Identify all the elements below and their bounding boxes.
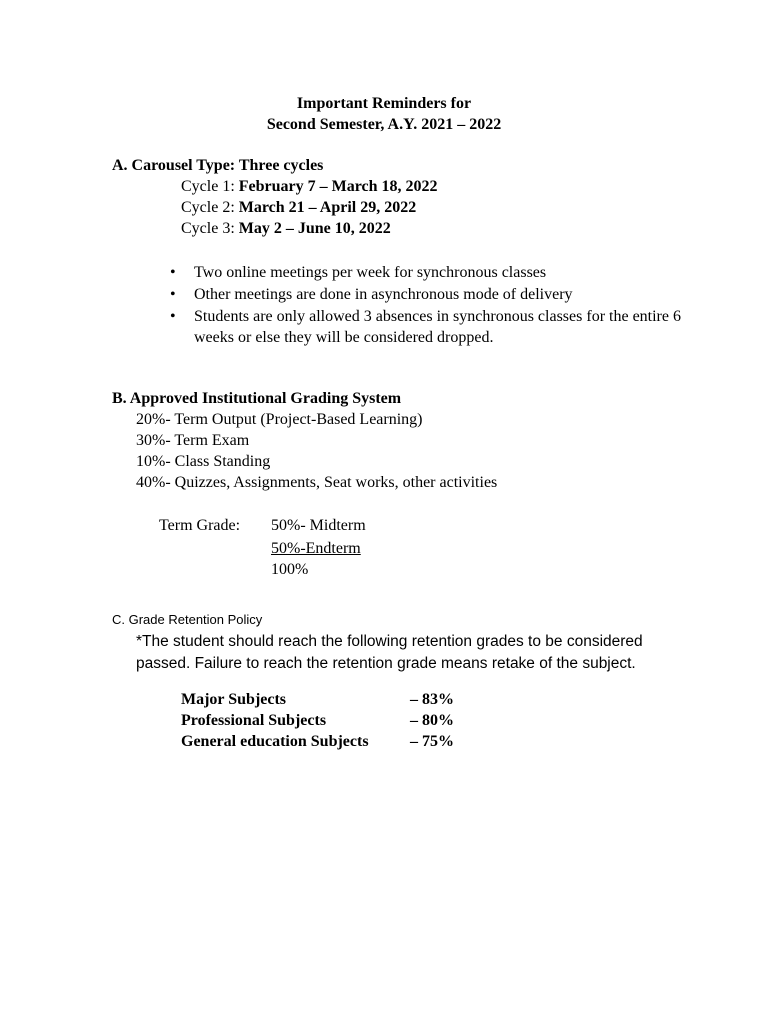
section-a-bullet-list	[168, 262, 688, 349]
bullet-item: • Two online meetings per week for synchronous classes	[168, 262, 688, 283]
cycle-1-label: Cycle 1:	[181, 178, 239, 195]
cycle-2-dates: March 21 – April 29, 2022	[238, 199, 417, 216]
retention-policy-text: *The student should reach the following retention grades to be considered passed. Failure to reach the retention grade means retake of the subject.	[136, 633, 643, 672]
bullet-item: • Other meetings are done in asynchronous mode of delivery	[168, 284, 688, 305]
section-a-heading: A. Carousel Type: Three cycles	[112, 157, 324, 174]
subject-name: Major Subjects	[181, 691, 287, 708]
subject-name: General education Subjects	[181, 733, 369, 750]
cycle-3-dates: May 2 – June 10, 2022	[238, 220, 391, 237]
cycle-3	[181, 219, 391, 239]
bullet-item: • Students are only allowed 3 absences in synchronous classes for the entire 6 weeks or else they will be considered dropped.	[168, 306, 688, 348]
retention-grades-table	[181, 689, 490, 752]
table-row	[181, 710, 490, 731]
subject-retention-grade: – 80%	[410, 712, 454, 729]
grading-item: 40%- Quizzes, Assignments, Seat works, other activities	[136, 474, 498, 491]
grading-item: 30%- Term Exam	[136, 432, 250, 449]
subject-name: Professional Subjects	[181, 712, 327, 729]
subject-retention-grade: – 83%	[410, 691, 454, 708]
cycle-3-label: Cycle 3:	[181, 220, 239, 237]
grading-item: 20%- Term Output (Project-Based Learning)	[136, 411, 423, 428]
cycle-2	[181, 198, 416, 218]
term-grade-label: Term Grade:	[159, 517, 241, 534]
section-c-heading: C. Grade Retention Policy	[112, 612, 263, 627]
cycle-1	[181, 177, 438, 197]
table-row	[181, 689, 490, 710]
term-grade-midterm: 50%- Midterm	[271, 517, 366, 534]
cycle-1-dates: February 7 – March 18, 2022	[238, 178, 438, 195]
subject-retention-grade: – 75%	[410, 733, 454, 750]
grading-item: 10%- Class Standing	[136, 453, 271, 470]
document-title-line-1: Important Reminders for	[296, 95, 472, 112]
document-title-line-2: Second Semester, A.Y. 2021 – 2022	[266, 116, 502, 133]
table-row	[181, 731, 490, 752]
cycle-2-label: Cycle 2:	[181, 199, 239, 216]
term-grade-endterm: 50%-Endterm	[271, 540, 361, 557]
section-b-heading: B. Approved Institutional Grading System	[112, 390, 402, 407]
term-grade-total: 100%	[271, 561, 309, 578]
